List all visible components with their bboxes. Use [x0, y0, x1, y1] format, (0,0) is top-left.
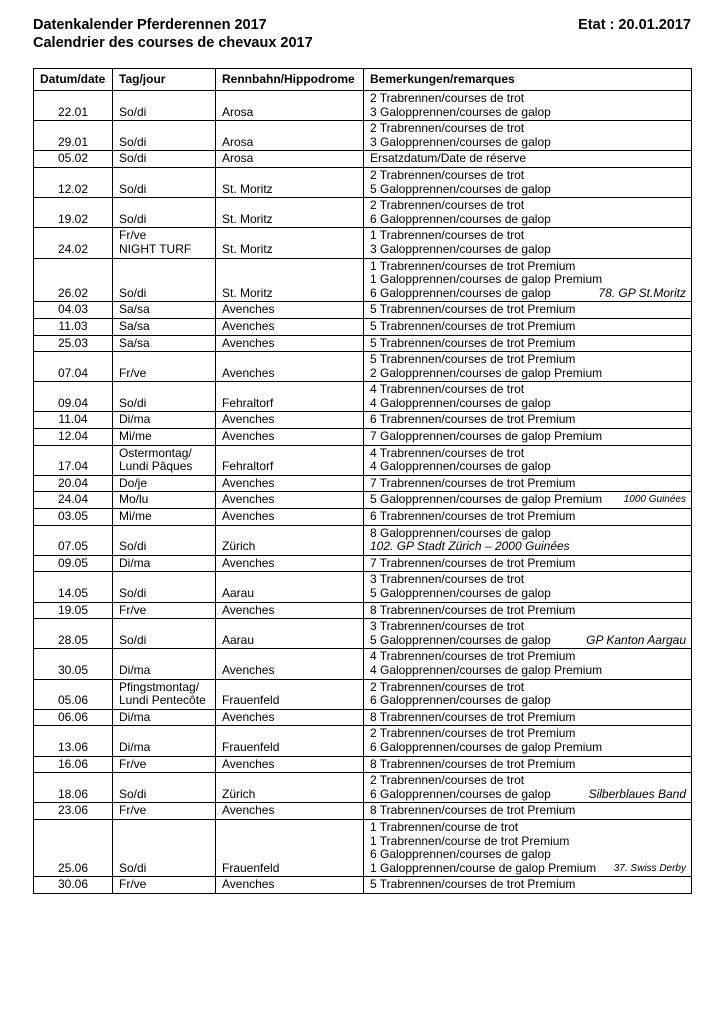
table-row	[34, 649, 692, 679]
cell-day	[113, 121, 216, 151]
cell-day	[113, 756, 216, 773]
cell-day	[113, 509, 216, 526]
day-line: Sa/sa	[119, 335, 150, 350]
remark-line: 3 Galopprennen/courses de galop	[370, 134, 551, 149]
cell-date: 26.02	[34, 258, 113, 302]
cell-date: 13.06	[34, 726, 113, 756]
remark-line: 8 Trabrennen/courses de trot Premium	[370, 709, 576, 724]
table-row	[34, 475, 692, 492]
cell-date: 19.05	[34, 602, 113, 619]
table-row	[34, 877, 692, 894]
cell-date: 25.03	[34, 335, 113, 352]
race-note: 78. GP St.Moritz	[598, 285, 686, 300]
remark-line: 6 Trabrennen/courses de trot Premium	[370, 412, 576, 427]
cell-date: 28.05	[34, 619, 113, 649]
cell-date: 14.05	[34, 572, 113, 602]
cell-day	[113, 318, 216, 335]
table-row	[34, 382, 692, 412]
table-row	[34, 352, 692, 382]
cell-day	[113, 679, 216, 709]
remark-line: 5 Galopprennen/courses de galop	[370, 586, 551, 600]
title-german: Datenkalender Pferderennen 2017	[33, 17, 267, 33]
remark-line: 3 Galopprennen/courses de galop	[370, 104, 551, 119]
day-line: So/di	[119, 632, 147, 647]
cell-venue: St. Moritz	[216, 167, 364, 197]
cell-venue: Avenches	[216, 649, 364, 679]
table-row	[34, 121, 692, 151]
cell-date: 30.06	[34, 877, 113, 894]
cell-venue: Avenches	[216, 318, 364, 335]
remark-line: 5 Trabrennen/courses de trot Premium	[370, 302, 576, 317]
remark-line: 3 Trabrennen/courses de trot	[370, 619, 525, 634]
day-line: Mi/me	[119, 509, 152, 524]
cell-remarks	[364, 773, 692, 803]
cell-day	[113, 602, 216, 619]
table-row	[34, 555, 692, 572]
day-line: Fr/ve	[119, 803, 147, 818]
cell-day	[113, 773, 216, 803]
cell-date: 09.04	[34, 382, 113, 412]
cell-venue: Zürich	[216, 525, 364, 555]
column-header-date: Datum/date	[34, 69, 113, 91]
cell-date: 11.03	[34, 318, 113, 335]
remark-line: 3 Trabrennen/courses de trot	[370, 572, 525, 587]
cell-day	[113, 167, 216, 197]
remark-line: 1 Trabrennen/course de trot	[370, 819, 519, 834]
cell-venue: Avenches	[216, 756, 364, 773]
table-row	[34, 619, 692, 649]
day-line: So/di	[119, 586, 147, 600]
table-row	[34, 679, 692, 709]
day-line: Di/ma	[119, 412, 151, 427]
remark-line: 6 Galopprennen/courses de galop	[370, 786, 551, 801]
race-note: GP Kanton Aargau	[586, 632, 686, 647]
table-row	[34, 335, 692, 352]
remark-line: 2 Trabrennen/courses de trot	[370, 679, 525, 694]
cell-date: 17.04	[34, 445, 113, 475]
cell-venue: Avenches	[216, 509, 364, 526]
remark-line: 4 Galopprennen/courses de galop Premium	[370, 662, 603, 677]
cell-remarks	[364, 877, 692, 894]
table-row	[34, 819, 692, 876]
cell-venue: St. Moritz	[216, 228, 364, 258]
table-row	[34, 167, 692, 197]
day-line: So/di	[119, 134, 147, 149]
cell-date: 24.02	[34, 228, 113, 258]
cell-day	[113, 302, 216, 319]
cell-remarks	[364, 382, 692, 412]
cell-date: 20.04	[34, 475, 113, 492]
day-line: So/di	[119, 539, 147, 554]
remark-line: 1 Trabrennen/courses de trot Premium	[370, 258, 576, 273]
remark-line: 4 Galopprennen/courses de galop	[370, 395, 551, 410]
table-row	[34, 318, 692, 335]
remark-line: 4 Trabrennen/courses de trot	[370, 445, 525, 460]
cell-date: 30.05	[34, 649, 113, 679]
day-line: So/di	[119, 786, 147, 801]
cell-venue: Fehraltorf	[216, 382, 364, 412]
cell-remarks	[364, 335, 692, 352]
table-row	[34, 509, 692, 526]
cell-date: 07.05	[34, 525, 113, 555]
status-date: Etat : 20.01.2017	[578, 17, 691, 33]
day-line: Fr/ve	[119, 602, 147, 617]
day-line: So/di	[119, 860, 147, 875]
cell-day	[113, 726, 216, 756]
cell-venue: Arosa	[216, 121, 364, 151]
remark-line: 4 Galopprennen/courses de galop	[370, 459, 551, 474]
cell-date: 29.01	[34, 121, 113, 151]
cell-date: 22.01	[34, 91, 113, 121]
day-line: Do/je	[119, 475, 148, 490]
cell-remarks	[364, 572, 692, 602]
cell-day	[113, 555, 216, 572]
table-row	[34, 525, 692, 555]
race-calendar-table	[33, 68, 692, 894]
cell-remarks	[364, 121, 692, 151]
table-row	[34, 803, 692, 820]
table-header-row	[34, 69, 692, 91]
cell-venue: St. Moritz	[216, 258, 364, 302]
column-header-day: Tag/jour	[113, 69, 216, 91]
cell-venue: Arosa	[216, 91, 364, 121]
day-line: Di/ma	[119, 662, 151, 677]
remark-line: 6 Galopprennen/courses de galop	[370, 693, 551, 708]
day-line: Fr/ve	[119, 365, 147, 380]
remark-line: 2 Trabrennen/courses de trot	[370, 121, 525, 136]
cell-venue: Avenches	[216, 412, 364, 429]
cell-day	[113, 382, 216, 412]
cell-remarks	[364, 679, 692, 709]
remark-line: 5 Trabrennen/courses de trot Premium	[370, 335, 576, 350]
day-line: Di/ma	[119, 555, 151, 570]
cell-venue: Aarau	[216, 572, 364, 602]
remark-line: 6 Galopprennen/courses de galop	[370, 285, 551, 300]
day-line: So/di	[119, 211, 147, 226]
remark-line: 5 Trabrennen/courses de trot Premium	[370, 352, 576, 367]
cell-date: 05.02	[34, 151, 113, 168]
remark-line: 8 Trabrennen/courses de trot Premium	[370, 756, 576, 771]
cell-remarks	[364, 167, 692, 197]
cell-date: 06.06	[34, 709, 113, 726]
column-header-venue: Rennbahn/Hippodrome	[216, 69, 364, 91]
cell-date: 23.06	[34, 803, 113, 820]
cell-day	[113, 445, 216, 475]
day-line: So/di	[119, 395, 147, 410]
table-row	[34, 572, 692, 602]
remark-line: 1 Trabrennen/course de trot Premium	[370, 833, 570, 848]
cell-remarks	[364, 525, 692, 555]
table-row	[34, 492, 692, 509]
remark-line: 2 Trabrennen/courses de trot	[370, 198, 525, 213]
remark-line: 4 Trabrennen/courses de trot	[370, 382, 525, 397]
day-line: Pfingstmontag/	[119, 679, 200, 694]
remark-line: 6 Trabrennen/courses de trot Premium	[370, 509, 576, 524]
cell-date: 12.02	[34, 167, 113, 197]
day-line: Di/ma	[119, 739, 151, 754]
remark-line: 2 Galopprennen/courses de galop Premium	[370, 365, 603, 380]
remark-line: 7 Trabrennen/courses de trot Premium	[370, 555, 576, 570]
race-note: 1000 Guinées	[623, 494, 686, 506]
cell-date: 11.04	[34, 412, 113, 429]
remark-line: 7 Galopprennen/courses de galop Premium	[370, 429, 603, 444]
cell-date: 19.02	[34, 198, 113, 228]
table-row	[34, 91, 692, 121]
cell-date: 24.04	[34, 492, 113, 509]
day-line: Mo/lu	[119, 492, 149, 507]
cell-venue: Frauenfeld	[216, 819, 364, 876]
remark-line: 5 Galopprennen/courses de galop Premium	[370, 492, 603, 507]
cell-day	[113, 475, 216, 492]
cell-date: 03.05	[34, 509, 113, 526]
table-row	[34, 258, 692, 302]
remark-line: 5 Galopprennen/courses de galop	[370, 181, 551, 196]
cell-day	[113, 335, 216, 352]
cell-venue: Avenches	[216, 352, 364, 382]
cell-venue: Avenches	[216, 302, 364, 319]
cell-date: 25.06	[34, 819, 113, 876]
cell-date: 07.04	[34, 352, 113, 382]
remark-line: 3 Galopprennen/courses de galop	[370, 241, 551, 256]
day-line: So/di	[119, 151, 147, 166]
table-row	[34, 151, 692, 168]
cell-venue: Frauenfeld	[216, 679, 364, 709]
cell-day	[113, 619, 216, 649]
remark-line: 2 Trabrennen/courses de trot	[370, 167, 525, 182]
remark-line: 8 Trabrennen/courses de trot Premium	[370, 602, 576, 617]
cell-remarks	[364, 819, 692, 876]
table-row	[34, 773, 692, 803]
cell-venue: Avenches	[216, 492, 364, 509]
table-row	[34, 228, 692, 258]
table-row	[34, 198, 692, 228]
day-line: Lundi Pâques	[119, 459, 193, 474]
race-note: Silberblaues Band	[588, 786, 686, 801]
table-row	[34, 602, 692, 619]
table-row	[34, 429, 692, 446]
cell-day	[113, 572, 216, 602]
remark-line: 8 Galopprennen/courses de galop	[370, 525, 551, 540]
cell-date: 18.06	[34, 773, 113, 803]
cell-remarks	[364, 649, 692, 679]
remark-line: 4 Trabrennen/courses de trot Premium	[370, 649, 576, 664]
table-row	[34, 445, 692, 475]
day-line: So/di	[119, 285, 147, 300]
remark-line: 6 Galopprennen/courses de galop	[370, 847, 551, 862]
remark-line: 5 Trabrennen/courses de trot Premium	[370, 877, 576, 892]
cell-remarks	[364, 475, 692, 492]
remark-line: 7 Trabrennen/courses de trot Premium	[370, 475, 576, 490]
cell-day	[113, 492, 216, 509]
cell-venue: Avenches	[216, 475, 364, 492]
cell-remarks	[364, 91, 692, 121]
cell-venue: Avenches	[216, 335, 364, 352]
table-row	[34, 709, 692, 726]
table-row	[34, 302, 692, 319]
cell-venue: St. Moritz	[216, 198, 364, 228]
cell-remarks	[364, 429, 692, 446]
cell-remarks	[364, 602, 692, 619]
cell-venue: Avenches	[216, 429, 364, 446]
cell-day	[113, 228, 216, 258]
cell-day	[113, 412, 216, 429]
cell-day	[113, 352, 216, 382]
cell-remarks	[364, 445, 692, 475]
day-line: So/di	[119, 104, 147, 119]
table-body	[34, 91, 692, 894]
remark-line: 2 Trabrennen/courses de trot Premium	[370, 726, 576, 741]
cell-day	[113, 258, 216, 302]
cell-day	[113, 429, 216, 446]
day-line: Mi/me	[119, 429, 152, 444]
cell-venue: Avenches	[216, 803, 364, 820]
cell-remarks	[364, 509, 692, 526]
column-header-remarks: Bemerkungen/remarques	[364, 69, 692, 91]
cell-venue: Fehraltorf	[216, 445, 364, 475]
cell-day	[113, 709, 216, 726]
remark-line: 6 Galopprennen/courses de galop Premium	[370, 739, 603, 754]
remark-line: 1 Trabrennen/courses de trot	[370, 228, 525, 243]
remark-line: 5 Galopprennen/courses de galop	[370, 632, 551, 647]
cell-remarks	[364, 302, 692, 319]
cell-venue: Aarau	[216, 619, 364, 649]
cell-date: 12.04	[34, 429, 113, 446]
cell-date: 05.06	[34, 679, 113, 709]
day-line: Lundi Pentecôte	[119, 693, 206, 708]
cell-day	[113, 877, 216, 894]
cell-remarks	[364, 492, 692, 509]
title-french: Calendrier des courses de chevaux 2017	[33, 35, 313, 51]
table-row	[34, 756, 692, 773]
remark-line: 2 Trabrennen/courses de trot	[370, 773, 525, 788]
day-line: Fr/ve	[119, 877, 147, 892]
cell-venue: Avenches	[216, 877, 364, 894]
remark-line: 8 Trabrennen/courses de trot Premium	[370, 803, 576, 818]
cell-venue: Avenches	[216, 709, 364, 726]
cell-venue: Avenches	[216, 602, 364, 619]
remark-line: 2 Trabrennen/courses de trot	[370, 91, 525, 105]
cell-day	[113, 91, 216, 121]
day-line: Fr/ve	[119, 756, 147, 771]
race-note: 37. Swiss Derby	[613, 862, 686, 874]
cell-remarks	[364, 412, 692, 429]
cell-remarks	[364, 803, 692, 820]
cell-day	[113, 151, 216, 168]
day-line: Ostermontag/	[119, 445, 192, 460]
table-row	[34, 412, 692, 429]
day-line: Di/ma	[119, 709, 151, 724]
remark-line: 6 Galopprennen/courses de galop	[370, 211, 551, 226]
cell-remarks	[364, 151, 692, 168]
cell-day	[113, 803, 216, 820]
cell-venue: Arosa	[216, 151, 364, 168]
cell-remarks	[364, 198, 692, 228]
day-line: So/di	[119, 181, 147, 196]
cell-date: 04.03	[34, 302, 113, 319]
cell-remarks	[364, 726, 692, 756]
remark-line: 1 Galopprennen/course de galop Premium	[370, 860, 597, 875]
cell-date: 09.05	[34, 555, 113, 572]
day-line: Fr/ve	[119, 228, 147, 243]
day-line: Sa/sa	[119, 302, 150, 317]
cell-remarks	[364, 709, 692, 726]
cell-venue: Zürich	[216, 773, 364, 803]
cell-remarks	[364, 619, 692, 649]
table-row	[34, 726, 692, 756]
remark-race-title: 102. GP Stadt Zürich – 2000 Guinées	[370, 539, 570, 554]
cell-remarks	[364, 352, 692, 382]
cell-remarks	[364, 258, 692, 302]
day-line: Sa/sa	[119, 318, 150, 333]
cell-remarks	[364, 555, 692, 572]
cell-date: 16.06	[34, 756, 113, 773]
cell-remarks	[364, 318, 692, 335]
cell-day	[113, 525, 216, 555]
cell-day	[113, 649, 216, 679]
day-line: NIGHT TURF	[119, 241, 192, 256]
cell-day	[113, 819, 216, 876]
remark-line: 5 Trabrennen/courses de trot Premium	[370, 318, 576, 333]
cell-day	[113, 198, 216, 228]
cell-venue: Avenches	[216, 555, 364, 572]
cell-remarks	[364, 756, 692, 773]
cell-remarks	[364, 228, 692, 258]
document-header	[33, 16, 691, 52]
cell-venue: Frauenfeld	[216, 726, 364, 756]
remark-line: Ersatzdatum/Date de réserve	[370, 151, 527, 166]
remark-line: 1 Galopprennen/courses de galop Premium	[370, 272, 603, 287]
